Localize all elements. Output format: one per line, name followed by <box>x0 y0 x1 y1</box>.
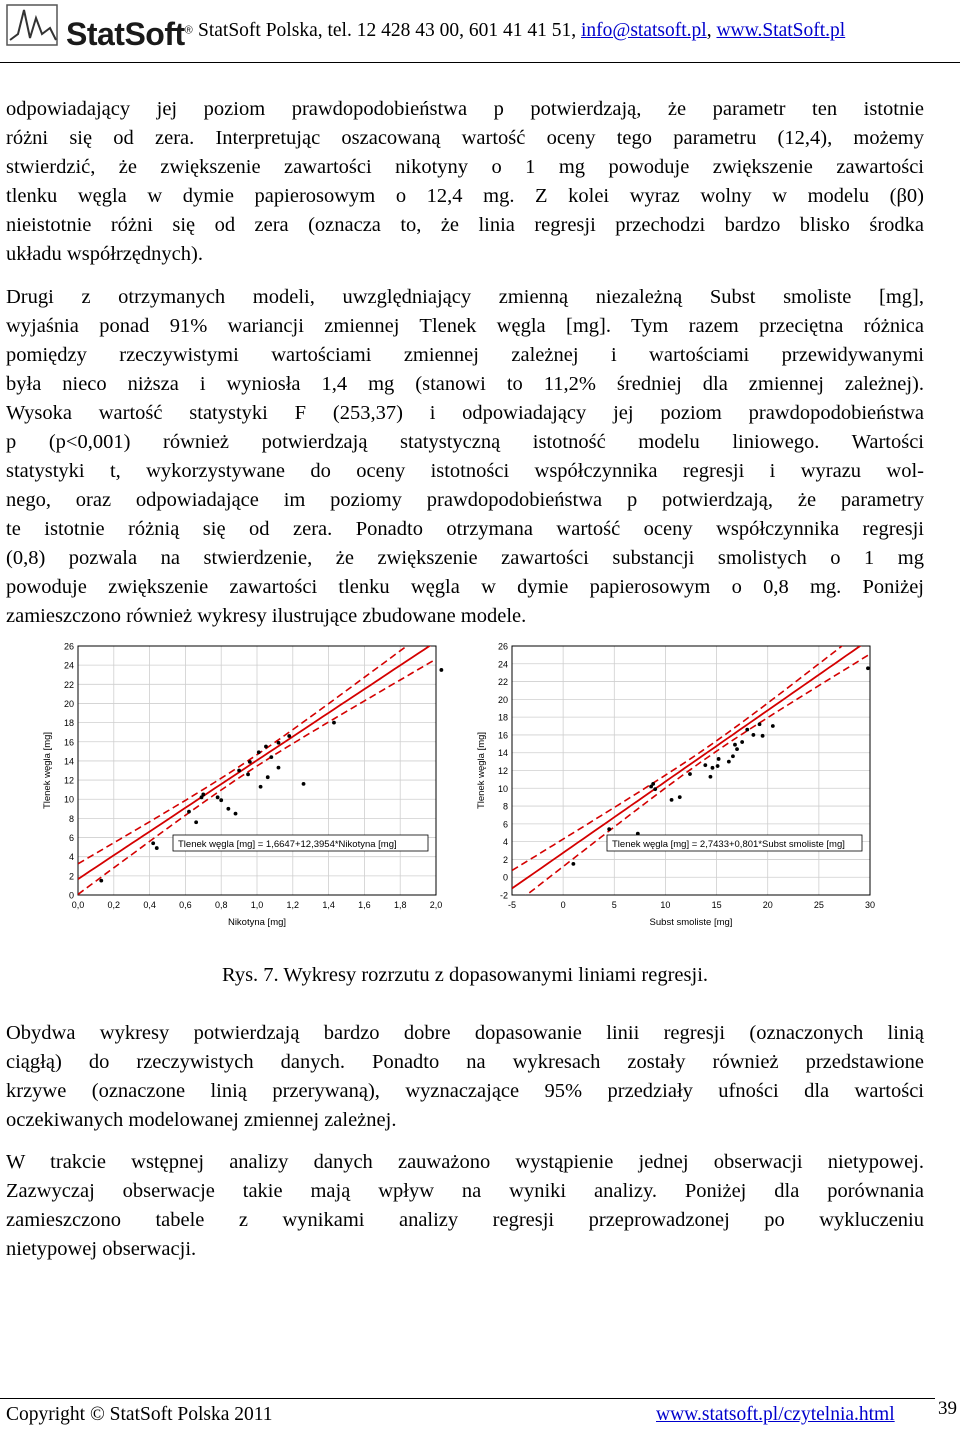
data-point <box>248 760 252 764</box>
data-point <box>226 807 230 811</box>
data-point <box>332 721 336 725</box>
data-point <box>745 728 749 732</box>
equation-label: Tlenek węgla [mg] = 2,7433+0,801*Subst smoliste [mg] <box>612 839 845 850</box>
x-tick-label: 0,6 <box>179 900 192 910</box>
x-tick-label: 25 <box>813 900 824 910</box>
footer-link[interactable]: www.statsoft.pl/czytelnia.html <box>656 1404 895 1425</box>
data-point <box>259 785 263 789</box>
y-tick-label: 6 <box>68 833 74 844</box>
x-tick-label: 30 <box>864 900 876 910</box>
text-line: tlenku węgla w dymie papierosowym o 12,4 mg. Z kolei wyraz wolny w modelu (β0) <box>6 185 924 207</box>
data-point <box>201 793 205 797</box>
x-tick-label: 0,0 <box>71 900 85 910</box>
data-point <box>237 769 241 773</box>
paragraph-1 <box>6 95 924 269</box>
chart-svg <box>474 640 884 955</box>
data-point <box>727 760 731 764</box>
data-point <box>264 745 268 749</box>
text-line: odpowiadający jej poziom prawdopodobieństwa p potwierdzają, że parametr ten istotnie <box>6 98 924 120</box>
equation-label: Tlenek węgla [mg] = 1,6647+12,3954*Nikotyna [mg] <box>178 839 397 850</box>
website-link[interactable]: www.StatSoft.pl <box>716 20 846 41</box>
data-point <box>651 782 655 786</box>
x-tick-label: 0,2 <box>107 900 121 910</box>
y-tick-label: 22 <box>497 677 508 688</box>
x-axis-label: Nikotyna [mg] <box>227 917 287 928</box>
text-line: wyjaśnia ponad 91% wariancji zmiennej Tlenek węgla [mg]. Tym razem przeciętna różnica <box>6 315 924 337</box>
data-point <box>733 743 737 747</box>
x-tick-label: 10 <box>660 900 671 910</box>
data-point <box>709 775 713 779</box>
text-line: (0,8) pozwala na stwierdzenie, że zwiększenie zawartości substancji smolistych o 1 mg <box>6 547 924 569</box>
text-line: powoduje zwiększenie zawartości tlenku węgla w dymie papierosowym o 0,8 mg. Poniżej <box>6 576 924 598</box>
data-point <box>234 812 238 816</box>
text-line: ciągłą) do rzeczywistych danych. Ponadto na wykresach zostały również przedstawione <box>6 1051 924 1073</box>
data-point <box>277 741 281 745</box>
x-tick-label: -5 <box>507 900 517 910</box>
data-point <box>771 724 775 728</box>
x-tick-label: 0,4 <box>143 900 156 910</box>
text-line: układu współrzędnych). <box>6 243 203 265</box>
data-point <box>711 766 715 770</box>
footer-divider <box>0 1398 935 1399</box>
y-tick-label: -2 <box>499 890 508 901</box>
paragraph-2 <box>6 283 924 631</box>
paragraph-3 <box>6 1019 924 1135</box>
text-line: te istotnie różnią się od zera. Ponadto otrzymana wartość oceny współczynnika regresji <box>6 518 924 540</box>
text-line: Obydwa wykresy potwierdzają bardzo dobre dopasowanie linii regresji (oznaczonych linią <box>6 1022 924 1044</box>
text-line: różni się od zera. Interpretując oszacowaną wartość oceny tego parametru (12,4), możemy <box>6 127 924 149</box>
footer-copyright: Copyright © StatSoft Polska 2011 <box>6 1404 273 1425</box>
data-point <box>866 666 870 670</box>
data-point <box>758 722 762 726</box>
y-tick-label: 2 <box>68 871 74 882</box>
text-line: W trakcie wstępnej analizy danych zauważono wystąpienie jednej obserwacji nietypowej. <box>6 1151 924 1173</box>
text-line: zamieszczono tabele z wynikami analizy regresji przeprowadzonej po wykluczeniu <box>6 1209 924 1231</box>
data-point <box>735 747 739 751</box>
x-tick-label: 1,0 <box>250 900 264 910</box>
y-tick-label: 4 <box>502 837 508 848</box>
y-tick-label: 0 <box>502 872 508 883</box>
statsoft-logo <box>6 4 196 52</box>
data-point <box>216 795 220 799</box>
text-line: nego, oraz odpowiadające im poziomy prawdopodobieństwa p potwierdzają, że parametry <box>6 489 924 511</box>
x-tick-label: 0,8 <box>214 900 228 910</box>
y-tick-label: 10 <box>497 783 508 794</box>
y-tick-label: 20 <box>63 698 74 709</box>
data-point <box>219 798 223 802</box>
contact-phones: StatSoft Polska, tel. 12 428 43 00, 601 41 41 51, <box>198 20 581 41</box>
x-tick-label: 5 <box>611 900 617 910</box>
text-line: statystyki t, wykorzystywane do oceny istotności współczynnika regresji i wyrazu wol- <box>6 460 924 482</box>
text-line: nietypowej obserwacji. <box>6 1238 197 1260</box>
contact-separator: , <box>706 20 717 41</box>
data-point <box>151 841 155 845</box>
data-point <box>194 820 198 824</box>
y-tick-label: 8 <box>68 813 74 824</box>
y-tick-label: 20 <box>497 694 508 705</box>
header-divider <box>0 62 960 63</box>
y-tick-label: 2 <box>502 854 508 865</box>
text-line: pomiędzy rzeczywistymi wartościami zmiennej zależnej i wartościami przewidywanymi <box>6 344 924 366</box>
scatter-chart-tar <box>474 640 884 955</box>
data-point <box>287 734 291 738</box>
data-point <box>187 810 191 814</box>
header-contact <box>198 20 845 42</box>
text-line: p (p<0,001) również potwierdzają statystyczną istotność modelu liniowego. Wartości <box>6 431 924 453</box>
x-tick-label: 1,4 <box>322 900 335 910</box>
y-tick-label: 6 <box>502 819 508 830</box>
data-point <box>678 795 682 799</box>
data-point <box>703 763 707 767</box>
y-tick-label: 14 <box>497 748 508 759</box>
data-point <box>717 757 721 761</box>
text-line: Zazwyczaj obserwacje takie mają wpływ na wyniki analizy. Poniżej dla porównania <box>6 1180 924 1202</box>
page-number: 39 <box>938 1398 957 1419</box>
logo-wordmark: StatSoft® <box>66 16 193 52</box>
y-tick-label: 12 <box>497 766 508 776</box>
email-link[interactable]: info@statsoft.pl <box>580 20 707 41</box>
text-line: nieistotnie różni się od zera (oznacza to, że linia regresji przechodzi bardzo blisko środka <box>6 214 924 236</box>
chart-svg <box>40 640 450 955</box>
y-axis-label: Tlenek węgla [mg] <box>42 731 53 810</box>
data-point <box>302 782 306 786</box>
y-axis-label: Tlenek węgla [mg] <box>476 731 487 810</box>
data-point <box>716 764 720 768</box>
text-line: była nieco niższa i wyniosła 1,4 mg (stanowi to 11,2% średniej dla zmiennej zależnej). <box>6 373 924 395</box>
y-tick-label: 10 <box>63 794 74 805</box>
y-tick-label: 16 <box>63 737 74 748</box>
text-line: Wysoka wartość statystyki F (253,37) i odpowiadający jej poziom prawdopodobieństwa <box>6 402 924 424</box>
data-point <box>761 734 765 738</box>
x-tick-label: 15 <box>711 900 722 910</box>
x-tick-label: 1,6 <box>358 900 371 910</box>
data-point <box>246 772 250 776</box>
data-point <box>731 754 735 758</box>
y-tick-label: 26 <box>497 641 508 652</box>
y-tick-label: 12 <box>63 775 74 786</box>
data-point <box>266 775 270 779</box>
paragraph-4 <box>6 1148 924 1264</box>
text-line: stwierdzić, że zwiększenie zawartości nikotyny o 1 mg powoduje zwiększenie zawartości <box>6 156 924 178</box>
x-axis-label: Subst smoliste [mg] <box>649 917 733 928</box>
y-tick-label: 16 <box>497 730 508 741</box>
x-tick-label: 1,2 <box>286 900 300 910</box>
x-tick-label: 2,0 <box>429 900 443 910</box>
x-tick-label: 0 <box>560 900 566 910</box>
x-tick-label: 1,8 <box>393 900 407 910</box>
y-tick-label: 18 <box>497 712 508 723</box>
y-tick-label: 24 <box>497 659 508 670</box>
data-point <box>670 798 674 802</box>
data-point <box>155 846 159 850</box>
y-tick-label: 4 <box>68 852 74 863</box>
logo-graph-icon <box>6 4 62 50</box>
data-point <box>571 862 575 866</box>
data-point <box>751 733 755 737</box>
data-point <box>653 787 657 791</box>
text-line: Drugi z otrzymanych modeli, uwzględniający zmienną niezależną Subst smoliste [mg], <box>6 286 924 308</box>
data-point <box>688 772 692 776</box>
data-point <box>740 740 744 744</box>
scatter-chart-nicotine <box>40 640 450 955</box>
data-point <box>607 827 611 831</box>
y-tick-label: 0 <box>68 890 74 901</box>
y-tick-label: 8 <box>502 801 508 812</box>
y-tick-label: 24 <box>63 660 74 671</box>
y-tick-label: 22 <box>63 679 74 690</box>
data-point <box>277 766 281 770</box>
page-header <box>0 0 960 64</box>
data-point <box>439 668 443 672</box>
data-point <box>257 750 261 754</box>
y-tick-label: 18 <box>63 718 74 729</box>
data-point <box>99 879 103 883</box>
x-tick-label: 20 <box>762 900 773 910</box>
figure-caption: Rys. 7. Wykresy rozrzutu z dopasowanymi liniami regresji. <box>221 964 709 986</box>
text-line: zamieszczono również wykresy ilustrujące zbudowane modele. <box>6 605 527 627</box>
text-line: krzywe (oznaczone linią przerywaną), wyznaczające 95% przedziały ufności dla wartości <box>6 1080 924 1102</box>
data-point <box>269 755 273 759</box>
text-line: oczekiwanych modelowanej zmiennej zależnej. <box>6 1109 397 1131</box>
y-tick-label: 26 <box>63 641 74 652</box>
y-tick-label: 14 <box>63 756 74 767</box>
